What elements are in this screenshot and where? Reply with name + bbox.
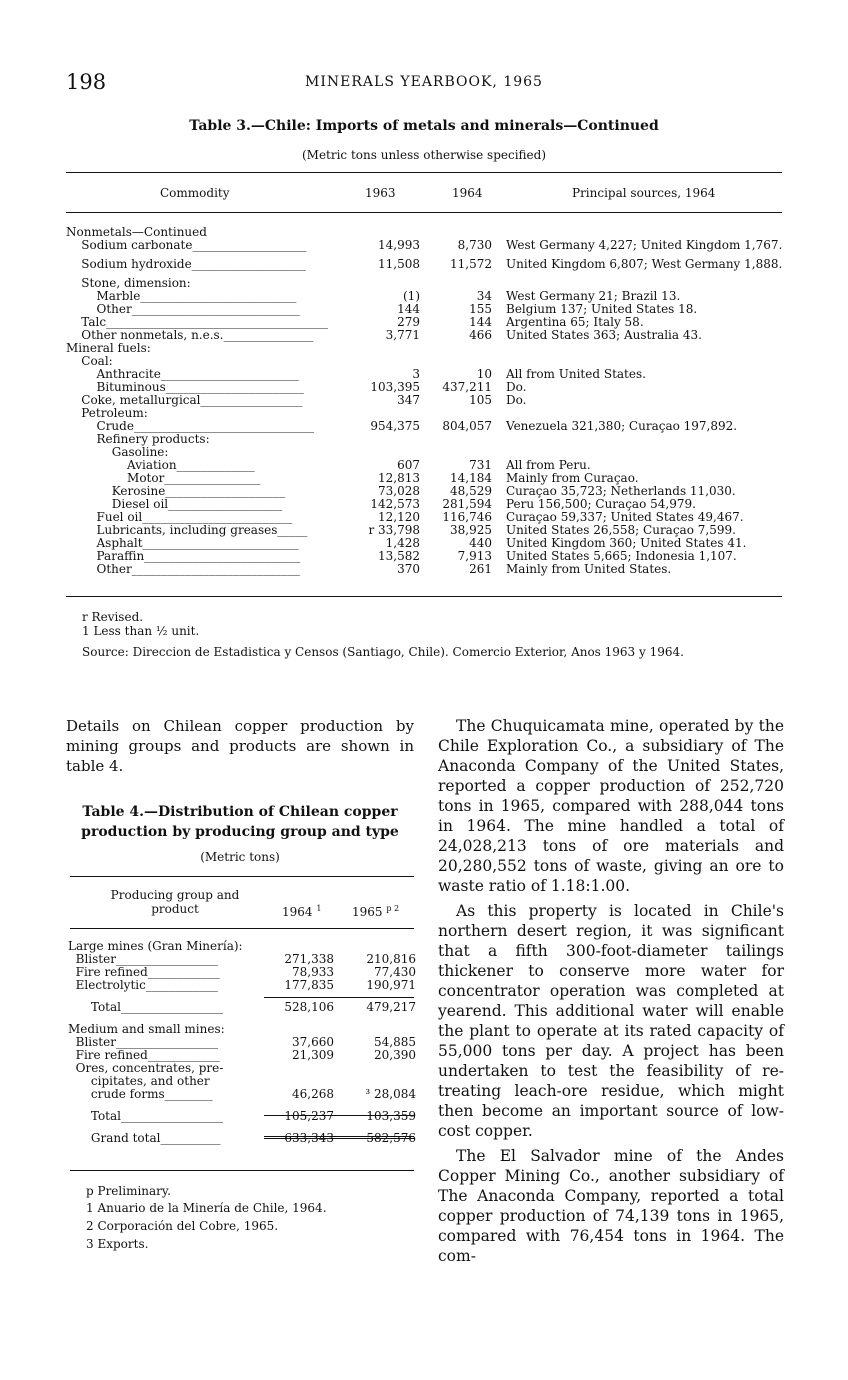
table4-row [68, 1101, 416, 1110]
table3-bottom-rule [66, 596, 782, 597]
table3-footnote-1: 1 Less than ½ unit. [82, 624, 200, 638]
commodity-cell: Diesel oil___________________ [66, 498, 283, 511]
value-1964-cell: 78,933 [292, 965, 334, 979]
value-1963-cell: 11,508 [378, 257, 420, 271]
left-intro-paragraph: Details on Chilean copper production by mining groups and products are shown in table 4. [66, 717, 414, 775]
commodity-cell: Aviation_____________ [66, 459, 255, 472]
commodity-cell: Coal: [66, 355, 113, 368]
value-1964-cell: 731 [469, 458, 492, 472]
value-1964-cell: 116,746 [442, 510, 492, 524]
value-1963-cell: 370 [397, 562, 420, 576]
sources-cell: West Germany 21; Brazil 13. [506, 289, 681, 303]
value-1964-cell: 21,309 [292, 1048, 334, 1062]
sources-cell: United States 363; Australia 43. [506, 328, 702, 342]
table3-row [66, 446, 786, 459]
sources-cell: Mainly from United States. [506, 562, 672, 576]
value-1963-cell: 347 [397, 393, 420, 407]
table3-header-rule [66, 212, 782, 213]
commodity-cell: Crude______________________________ [66, 420, 314, 433]
table3-row [66, 381, 786, 394]
value-1964-cell [264, 1062, 334, 1075]
table4-footnote-p: p Preliminary. [86, 1184, 171, 1198]
commodity-cell: Paraffin__________________________ [66, 550, 301, 563]
sources-cell: Venezuela 321,380; Curaçao 197,892. [506, 419, 738, 433]
value-1964-cell: 14,184 [450, 471, 492, 485]
sources-cell: Curaçao 35,723; Netherlands 11,030. [506, 484, 736, 498]
value-1965-cell: 20,390 [374, 1048, 416, 1062]
table4-row [68, 940, 416, 953]
group-cell: Electrolytic____________ [68, 979, 218, 992]
group-cell: crude forms________ [68, 1088, 213, 1101]
table3-row [66, 459, 786, 472]
table4-total-rule-medium [264, 1115, 414, 1116]
table4-row [68, 1088, 416, 1101]
table3-row [66, 303, 786, 316]
value-1964-cell: 105 [469, 393, 492, 407]
group-cell: cipitates, and other [68, 1075, 210, 1088]
table4-row [68, 1049, 416, 1062]
value-1965-cell: 190,971 [366, 978, 416, 992]
value-1963-cell: 12,813 [378, 471, 420, 485]
table3-row [66, 239, 786, 252]
table4-row [68, 1062, 416, 1075]
table3-subtitle: (Metric tons unless otherwise specified) [301, 148, 547, 162]
commodity-cell: Asphalt__________________________ [66, 537, 299, 550]
table4-grandtotal-rule [264, 1136, 414, 1139]
value-1963-cell: 954,375 [370, 419, 420, 433]
table4-row [68, 1036, 416, 1049]
commodity-cell: Motor________________ [66, 472, 261, 485]
value-1965-cell: 210,816 [366, 952, 416, 966]
table3-row [66, 433, 786, 446]
table3-row [66, 368, 786, 381]
value-1964-cell: 46,268 [292, 1087, 334, 1101]
value-1964-cell: 10 [476, 367, 492, 381]
commodity-cell: Petroleum: [66, 407, 148, 420]
value-1965-cell: 479,217 [366, 1000, 416, 1014]
value-1963-cell: 73,028 [378, 484, 420, 498]
table4-footnote-2: 2 Corporación del Cobre, 1965. [86, 1219, 279, 1233]
group-cell: Grand total__________ [68, 1132, 221, 1145]
commodity-cell: Nonmetals—Continued [66, 226, 207, 239]
value-1964-cell: 804,057 [442, 419, 492, 433]
value-1964-cell: 34 [476, 289, 492, 303]
value-1964-cell: 261 [469, 562, 492, 576]
commodity-cell: Stone, dimension: [66, 277, 191, 290]
value-1964-cell: 144 [469, 315, 492, 329]
table4-row [68, 1014, 416, 1023]
table4-subtitle: (Metric tons) [200, 850, 280, 864]
table3-row [66, 420, 786, 433]
value-1964-cell: 38,925 [450, 523, 492, 537]
sources-cell: Belgium 137; United States 18. [506, 302, 698, 316]
table4-row [68, 953, 416, 966]
table4-footnote-1: 1 Anuario de la Minería de Chile, 1964. [86, 1201, 327, 1215]
value-1963-cell: 14,993 [378, 238, 420, 252]
commodity-cell: Lubricants, including greases_____ [66, 524, 308, 537]
commodity-cell: Refinery products: [66, 433, 210, 446]
sources-cell: Peru 156,500; Curaçao 54,979. [506, 497, 696, 511]
value-1963-cell: 142,573 [370, 497, 420, 511]
table4-col-1964: 1964 $^1$ [282, 904, 322, 919]
table4-row [68, 1110, 416, 1123]
sources-cell: United States 5,665; Indonesia 1,107. [506, 549, 737, 563]
table3-col-1963: 1963 [365, 186, 396, 200]
group-cell: Blister_________________ [68, 1036, 218, 1049]
table4-row [68, 1123, 416, 1132]
value-1964-cell: 155 [469, 302, 492, 316]
commodity-cell: Other____________________________ [66, 303, 300, 316]
table4-col-1965: 1965 $^{p 2}$ [352, 904, 400, 919]
group-cell: Total_________________ [68, 1110, 223, 1123]
table3-row [66, 550, 786, 563]
table3-row [66, 563, 786, 576]
commodity-cell: Marble__________________________ [66, 290, 297, 303]
value-1964-cell: 11,572 [450, 257, 492, 271]
value-1965-cell: 582,576 [366, 1131, 416, 1145]
group-cell: Ores, concentrates, pre- [68, 1062, 224, 1075]
group-cell: Total_________________ [68, 1001, 223, 1014]
value-1963-cell: 607 [397, 458, 420, 472]
commodity-cell: Kerosine____________________ [66, 485, 286, 498]
page-number: 198 [66, 70, 107, 94]
sources-cell: West Germany 4,227; United Kingdom 1,767. [506, 238, 783, 252]
sources-cell: United Kingdom 6,807; West Germany 1,888. [506, 257, 783, 271]
commodity-cell: Talc_____________________________________ [66, 316, 329, 329]
table4-total-rule-large [264, 997, 414, 998]
value-1964-cell: 281,594 [442, 497, 492, 511]
commodity-cell: Fuel oil_________________________ [66, 511, 293, 524]
commodity-cell: Sodium hydroxide___________________ [66, 258, 306, 271]
table4-row [68, 1075, 416, 1088]
group-cell: Medium and small mines: [68, 1023, 225, 1036]
commodity-cell: Sodium carbonate___________________ [66, 239, 307, 252]
value-1963-cell: 103,395 [370, 380, 420, 394]
table4-col-group: Producing group and product [110, 888, 240, 916]
table3-body [66, 226, 786, 576]
value-1963-cell: 144 [397, 302, 420, 316]
sources-cell: Curaçao 59,337; United States 49,467. [506, 510, 744, 524]
value-1965-cell: 54,885 [374, 1035, 416, 1049]
table3-col-sources: Principal sources, 1964 [572, 186, 716, 200]
value-1963-cell: r 33,798 [368, 523, 420, 537]
table4-row [68, 979, 416, 992]
commodity-cell: Anthracite_______________________ [66, 368, 299, 381]
commodity-cell: Coke, metallurgical_________________ [66, 394, 303, 407]
right-column-text [438, 716, 784, 1271]
value-1964-cell: 437,211 [442, 380, 492, 394]
sources-cell: Mainly from Curaçao. [506, 471, 639, 485]
group-cell: Fire refined____________ [68, 1049, 220, 1062]
value-1964-cell: 528,106 [284, 1000, 334, 1014]
value-1963-cell: 279 [397, 315, 420, 329]
commodity-cell: Other____________________________ [66, 563, 300, 576]
value-1963-cell: 3,771 [385, 328, 420, 342]
commodity-cell: Gasoline: [66, 446, 169, 459]
value-1964-cell: 7,913 [457, 549, 492, 563]
value-1964-cell: 177,835 [284, 978, 334, 992]
group-cell: Fire refined____________ [68, 966, 220, 979]
value-1963-cell: 12,120 [378, 510, 420, 524]
value-1964-cell: 8,730 [457, 238, 492, 252]
paragraph-chuquicamata: The Chuquicamata mine, operated by the Chile Exploration Co., a subsidiary of The Anaconda Company of the United States, reported a copper production of 252,720 tons in 1965, compared with 288,044 tons in 1964. The mine handled a total of 24,028,213 tons of ore materials and 20,280,552 tons of waste, giving an ore to waste ratio of 1.18:1.00. [438, 717, 784, 895]
value-1964-cell: 633,343 [284, 1131, 334, 1145]
table4-bottom-rule [70, 1170, 414, 1171]
sources-cell: Argentina 65; Italy 58. [506, 315, 644, 329]
value-1964-cell: 48,529 [450, 484, 492, 498]
value-1964-cell: 105,237 [284, 1109, 334, 1123]
sources-cell: Do. [506, 380, 527, 394]
commodity-cell: Other nonmetals, n.e.s._______________ [66, 329, 314, 342]
table3-row [66, 258, 786, 271]
table3-title: Table 3.—Chile: Imports of metals and minerals—Continued [189, 118, 659, 134]
table3-source: Source: Direccion de Estadistica y Censos (Santiago, Chile). Comercio Exterior, Anos 1963 y 1964. [82, 645, 684, 659]
sources-cell: United Kingdom 360; United States 41. [506, 536, 747, 550]
group-cell: Large mines (Gran Minería): [68, 940, 243, 953]
table3-footnote-revised: r Revised. [82, 610, 144, 624]
table4-top-rule [70, 876, 414, 877]
value-1964-cell: 440 [469, 536, 492, 550]
table4-footnote-3: 3 Exports. [86, 1237, 149, 1251]
commodity-cell: Bituminous_______________________ [66, 381, 304, 394]
table3-top-rule [66, 172, 782, 173]
table3-row [66, 329, 786, 342]
value-1963-cell: 3 [412, 367, 420, 381]
table4-header-rule [70, 928, 414, 929]
commodity-cell: Mineral fuels: [66, 342, 151, 355]
table3-col-1964: 1964 [452, 186, 483, 200]
table3-row [66, 394, 786, 407]
sources-cell: Do. [506, 393, 527, 407]
table4-row [68, 966, 416, 979]
sources-cell: All from Peru. [506, 458, 591, 472]
table4-row [68, 1001, 416, 1014]
table3-row [66, 342, 786, 355]
sources-cell: United States 26,558; Curaçao 7,599. [506, 523, 736, 537]
value-1965-cell: ³ 28,084 [365, 1087, 416, 1101]
value-1965-cell: 77,430 [374, 965, 416, 979]
table4-row [68, 1023, 416, 1036]
table3-row [66, 355, 786, 368]
value-1963-cell: 1,428 [385, 536, 420, 550]
value-1965-cell: 103,359 [366, 1109, 416, 1123]
table3-col-commodity: Commodity [160, 186, 230, 200]
value-1964-cell: 466 [469, 328, 492, 342]
paragraph-el-salvador: The El Salvador mine of the Andes Copper Mining Co., another subsidiary of The Anaconda Company, reported a total copper production of 74,139 tons in 1965, compared with 76,454 tons in 1964. The com- [438, 1147, 784, 1265]
value-1963-cell: (1) [403, 289, 420, 303]
running-head: MINERALS YEARBOOK, 1965 [305, 74, 543, 90]
sources-cell: All from United States. [506, 367, 646, 381]
group-cell: Blister_________________ [68, 953, 218, 966]
value-1964-cell: 271,338 [284, 952, 334, 966]
value-1965-cell [334, 1062, 416, 1075]
value-1964-cell: 37,660 [292, 1035, 334, 1049]
table4-title: Table 4.—Distribution of Chilean copper production by producing group and type [81, 804, 399, 840]
paragraph-desert-region: As this property is located in Chile's northern desert region, it was significant that a fifth 300-foot-diameter tailings thickener to conserve more water for concentrator operation was completed at yearend. This additional water will enable the plant to operate at its rated capacity of 55,000 tons per day. A project has been undertaken to test the feasibility of re-treating leach-ore residue, which might then become an important source of low-cost copper. [438, 902, 784, 1140]
value-1963-cell: 13,582 [378, 549, 420, 563]
